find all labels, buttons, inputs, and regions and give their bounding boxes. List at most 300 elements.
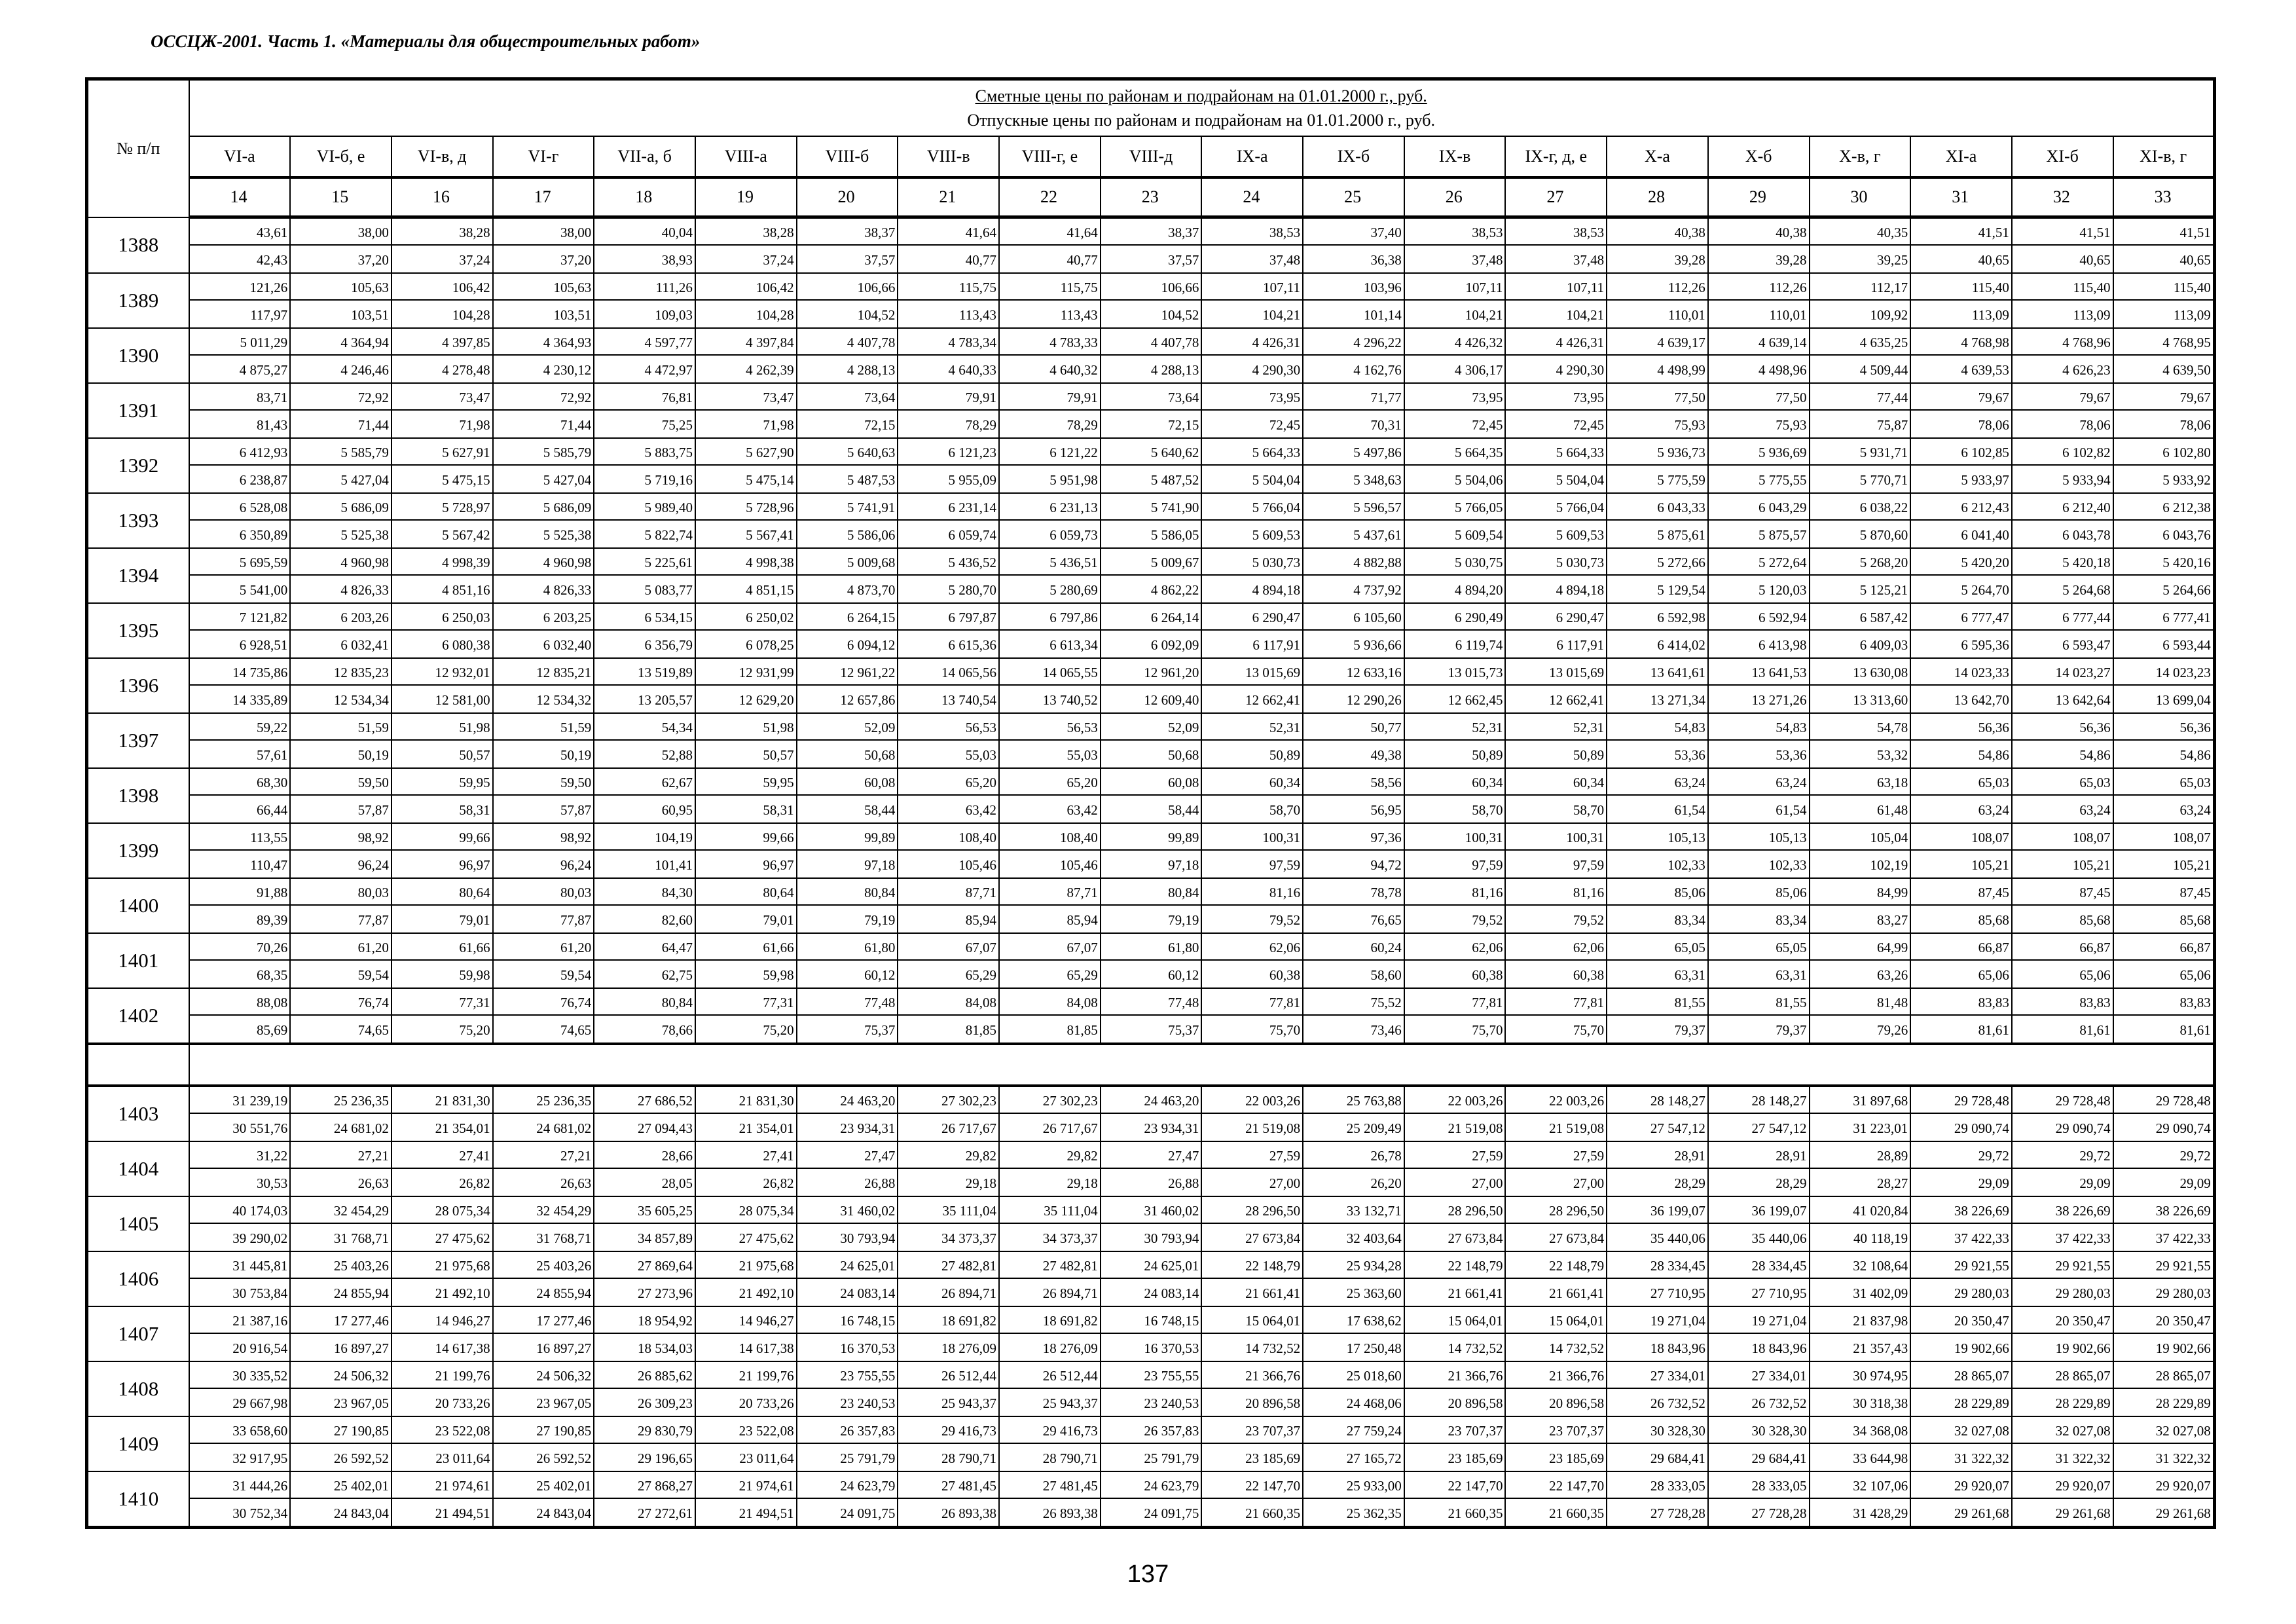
price-cell bbox=[2012, 603, 2113, 658]
estimated-price: 107,11 bbox=[1506, 274, 1606, 301]
release-price: 28 790,71 bbox=[1042, 1450, 1098, 1466]
price-cell bbox=[1505, 1251, 1607, 1306]
release-price: 58,70 bbox=[1472, 802, 1503, 818]
estimated-price: 30 335,52 bbox=[190, 1362, 290, 1389]
estimated-price: 81,16 bbox=[1405, 879, 1505, 906]
release-price: 24 681,02 bbox=[333, 1120, 389, 1136]
estimated-price: 60,34 bbox=[1405, 769, 1505, 796]
price-cell bbox=[2113, 768, 2215, 823]
price-cell bbox=[1708, 713, 1810, 768]
release-price: 4 509,44 bbox=[1859, 362, 1908, 378]
release-price: 4 290,30 bbox=[1556, 362, 1605, 378]
release-price: 27,00 bbox=[1472, 1175, 1503, 1191]
release-price: 26,88 bbox=[1168, 1175, 1199, 1191]
release-price: 34 373,37 bbox=[941, 1230, 996, 1246]
estimated-price: 99,66 bbox=[696, 824, 796, 851]
release-price: 6 041,40 bbox=[1961, 527, 2009, 543]
estimated-price: 27 481,45 bbox=[1000, 1472, 1100, 1499]
estimated-price: 27 482,81 bbox=[1000, 1252, 1100, 1279]
price-cell bbox=[594, 988, 695, 1044]
release-price: 27 728,28 bbox=[1751, 1505, 1807, 1521]
price-cell bbox=[1404, 1361, 1506, 1416]
release-price: 21 492,10 bbox=[738, 1285, 794, 1301]
estimated-price: 79,91 bbox=[1000, 384, 1100, 411]
price-cell bbox=[493, 1251, 594, 1306]
estimated-price: 24 506,32 bbox=[494, 1362, 594, 1389]
estimated-price: 5 009,68 bbox=[797, 549, 898, 576]
estimated-price: 29 728,48 bbox=[1911, 1087, 2011, 1114]
release-price: 23 185,69 bbox=[1245, 1450, 1301, 1466]
price-cell bbox=[695, 1471, 797, 1528]
release-price: 23 967,05 bbox=[333, 1395, 389, 1411]
release-price: 79,26 bbox=[1876, 1022, 1908, 1038]
estimated-price: 62,06 bbox=[1202, 934, 1302, 961]
price-cell bbox=[1708, 933, 1810, 988]
estimated-price: 27 190,85 bbox=[291, 1417, 391, 1444]
estimated-price: 31 445,81 bbox=[190, 1252, 290, 1279]
estimated-price: 5 225,61 bbox=[594, 549, 695, 576]
estimated-price: 38,28 bbox=[392, 219, 492, 246]
release-price: 6 356,79 bbox=[644, 637, 693, 653]
table-row bbox=[87, 1471, 2215, 1528]
release-price: 6 615,36 bbox=[948, 637, 996, 653]
price-cell bbox=[797, 1141, 898, 1196]
estimated-price: 65,03 bbox=[2013, 769, 2113, 796]
price-cell bbox=[1810, 1416, 1911, 1471]
release-price: 6 078,25 bbox=[746, 637, 794, 653]
release-price: 58,31 bbox=[459, 802, 490, 818]
estimated-price: 81,55 bbox=[1607, 989, 1707, 1016]
column-index-cell: 19 bbox=[695, 177, 797, 217]
estimated-price: 24 506,32 bbox=[291, 1362, 391, 1389]
region-header-cell: VI-б, е bbox=[290, 136, 392, 177]
price-cell bbox=[1910, 1306, 2012, 1361]
estimated-price: 81,48 bbox=[1810, 989, 1910, 1016]
release-price: 60,12 bbox=[864, 967, 896, 983]
estimated-price: 28 296,50 bbox=[1202, 1197, 1302, 1224]
estimated-price: 28 865,07 bbox=[2013, 1362, 2113, 1389]
release-price: 71,44 bbox=[357, 417, 389, 433]
release-price: 60,95 bbox=[661, 802, 693, 818]
estimated-price: 21 975,68 bbox=[696, 1252, 796, 1279]
release-price: 57,87 bbox=[560, 802, 592, 818]
price-cell bbox=[999, 548, 1101, 603]
table-row bbox=[87, 328, 2215, 383]
release-price: 79,37 bbox=[1674, 1022, 1705, 1038]
release-price: 5 264,68 bbox=[2062, 582, 2111, 598]
release-price: 5 933,92 bbox=[2162, 472, 2211, 488]
price-cell bbox=[189, 1086, 291, 1141]
estimated-price: 105,63 bbox=[494, 274, 594, 301]
release-price: 5 586,06 bbox=[847, 527, 896, 543]
estimated-price: 29 921,55 bbox=[1911, 1252, 2011, 1279]
price-cell bbox=[2012, 658, 2113, 713]
estimated-price: 22 003,26 bbox=[1202, 1087, 1302, 1114]
price-cell bbox=[594, 1141, 695, 1196]
release-price: 97,18 bbox=[864, 857, 896, 873]
price-cell bbox=[189, 1416, 291, 1471]
price-cell bbox=[2012, 217, 2113, 274]
release-price: 110,01 bbox=[1667, 307, 1705, 323]
release-price: 113,43 bbox=[959, 307, 996, 323]
price-cell bbox=[1201, 1196, 1303, 1251]
release-price: 5 933,94 bbox=[2062, 472, 2111, 488]
price-cell bbox=[999, 713, 1101, 768]
price-cell bbox=[1708, 1471, 1810, 1528]
release-price: 74,65 bbox=[560, 1022, 592, 1038]
release-price: 30 318,38 bbox=[1853, 1395, 1908, 1411]
release-price: 24 855,94 bbox=[333, 1285, 389, 1301]
estimated-price: 38 226,69 bbox=[2114, 1197, 2213, 1224]
estimated-price: 37,40 bbox=[1303, 219, 1404, 246]
release-price: 63,24 bbox=[1978, 802, 2009, 818]
estimated-price: 65,03 bbox=[2114, 769, 2213, 796]
release-price: 85,68 bbox=[2179, 912, 2211, 928]
release-price: 97,59 bbox=[1269, 857, 1301, 873]
price-cell bbox=[1910, 768, 2012, 823]
estimated-price: 29 728,48 bbox=[2114, 1087, 2213, 1114]
price-cell bbox=[1810, 933, 1911, 988]
estimated-price: 61,66 bbox=[696, 934, 796, 961]
estimated-price: 80,84 bbox=[1101, 879, 1201, 906]
estimated-price: 108,07 bbox=[1911, 824, 2011, 851]
release-price: 37,20 bbox=[357, 252, 389, 268]
table-row bbox=[87, 217, 2215, 274]
price-cell bbox=[1607, 1416, 1708, 1471]
price-cell bbox=[2113, 217, 2215, 274]
estimated-price: 28 075,34 bbox=[392, 1197, 492, 1224]
estimated-price: 12 961,22 bbox=[797, 659, 898, 686]
price-cell bbox=[1810, 823, 1911, 878]
release-price: 6 094,12 bbox=[847, 637, 896, 653]
row-number: 1393 bbox=[87, 493, 189, 548]
estimated-price: 5 741,91 bbox=[797, 494, 898, 521]
price-cell bbox=[1708, 273, 1810, 328]
release-price: 72,15 bbox=[1168, 417, 1199, 433]
estimated-price: 105,13 bbox=[1709, 824, 1809, 851]
release-price: 13 699,04 bbox=[2155, 692, 2211, 708]
price-cell bbox=[290, 1196, 392, 1251]
region-header-cell: IX-в bbox=[1404, 136, 1506, 177]
release-price: 4 626,23 bbox=[2062, 362, 2111, 378]
table-row bbox=[87, 1196, 2215, 1251]
release-price: 105,46 bbox=[1059, 857, 1098, 873]
release-price: 31 322,32 bbox=[1954, 1450, 2009, 1466]
release-price: 81,61 bbox=[2079, 1022, 2111, 1038]
price-cell bbox=[2113, 658, 2215, 713]
price-cell bbox=[1708, 383, 1810, 438]
estimated-price: 28 333,05 bbox=[1607, 1472, 1707, 1499]
price-cell bbox=[898, 1086, 999, 1141]
price-cell bbox=[189, 1251, 291, 1306]
release-price: 13 642,64 bbox=[2055, 692, 2111, 708]
price-cell bbox=[1810, 273, 1911, 328]
release-price: 56,95 bbox=[1370, 802, 1402, 818]
release-price: 12 662,45 bbox=[1448, 692, 1503, 708]
price-cell bbox=[1303, 273, 1404, 328]
price-cell bbox=[999, 1086, 1101, 1141]
price-cell bbox=[493, 603, 594, 658]
estimated-price: 4 364,93 bbox=[494, 329, 594, 356]
release-price: 4 262,39 bbox=[746, 362, 794, 378]
release-price: 70,31 bbox=[1370, 417, 1402, 433]
release-price: 60,38 bbox=[1472, 967, 1503, 983]
price-cell bbox=[189, 438, 291, 493]
price-cell bbox=[695, 1306, 797, 1361]
release-price: 59,98 bbox=[763, 967, 794, 983]
estimated-price: 38 226,69 bbox=[1911, 1197, 2011, 1224]
estimated-price: 6 102,82 bbox=[2013, 439, 2113, 466]
release-price: 5 567,41 bbox=[746, 527, 794, 543]
price-cell bbox=[797, 933, 898, 988]
release-price: 29 261,68 bbox=[1954, 1505, 2009, 1521]
estimated-price: 22 147,70 bbox=[1506, 1472, 1606, 1499]
estimated-price: 6 264,15 bbox=[797, 604, 898, 631]
release-price: 4 826,33 bbox=[543, 582, 592, 598]
release-price: 27 710,95 bbox=[1751, 1285, 1807, 1301]
release-price: 50,57 bbox=[763, 747, 794, 763]
release-price: 79,01 bbox=[763, 912, 794, 928]
price-cell bbox=[290, 933, 392, 988]
price-cell bbox=[2012, 273, 2113, 328]
price-cell bbox=[594, 658, 695, 713]
estimated-price: 4 407,78 bbox=[797, 329, 898, 356]
estimated-price: 65,20 bbox=[1000, 769, 1100, 796]
price-cell bbox=[1404, 1086, 1506, 1141]
estimated-price: 66,87 bbox=[2013, 934, 2113, 961]
price-cell bbox=[594, 438, 695, 493]
release-price: 29 090,74 bbox=[1954, 1120, 2009, 1136]
estimated-price: 25 403,26 bbox=[494, 1252, 594, 1279]
price-cell bbox=[1505, 823, 1607, 878]
price-cell bbox=[1101, 383, 1202, 438]
price-cell bbox=[1101, 438, 1202, 493]
release-price: 102,19 bbox=[1870, 857, 1908, 873]
estimated-price: 38,00 bbox=[494, 219, 594, 246]
region-header-cell: IX-б bbox=[1303, 136, 1404, 177]
estimated-price: 25 934,28 bbox=[1303, 1252, 1404, 1279]
estimated-price: 105,04 bbox=[1810, 824, 1910, 851]
estimated-price: 52,09 bbox=[1101, 714, 1201, 741]
price-cell bbox=[2113, 823, 2215, 878]
estimated-price: 28 865,07 bbox=[2114, 1362, 2213, 1389]
release-price: 29 261,68 bbox=[2055, 1505, 2111, 1521]
release-price: 33 644,98 bbox=[1853, 1450, 1908, 1466]
estimated-price: 63,24 bbox=[1709, 769, 1809, 796]
price-cell bbox=[493, 768, 594, 823]
price-cell bbox=[1404, 1416, 1506, 1471]
release-price: 104,28 bbox=[452, 307, 490, 323]
price-cell bbox=[999, 438, 1101, 493]
release-price: 75,70 bbox=[1269, 1022, 1301, 1038]
release-price: 29,09 bbox=[2079, 1175, 2111, 1191]
estimated-price: 83,71 bbox=[190, 384, 290, 411]
release-price: 37,24 bbox=[459, 252, 490, 268]
price-cell bbox=[189, 933, 291, 988]
estimated-price: 41,51 bbox=[2013, 219, 2113, 246]
release-price: 85,68 bbox=[2079, 912, 2111, 928]
release-price: 37 422,33 bbox=[1954, 1230, 2009, 1246]
estimated-price: 87,45 bbox=[2013, 879, 2113, 906]
estimated-price: 62,06 bbox=[1506, 934, 1606, 961]
release-price: 25 943,37 bbox=[941, 1395, 996, 1411]
region-header-cell: IX-а bbox=[1201, 136, 1303, 177]
release-price: 78,06 bbox=[2079, 417, 2111, 433]
release-price: 26,82 bbox=[459, 1175, 490, 1191]
price-cell bbox=[189, 273, 291, 328]
release-price: 27 673,84 bbox=[1448, 1230, 1503, 1246]
estimated-price: 103,96 bbox=[1303, 274, 1404, 301]
price-cell bbox=[1303, 1141, 1404, 1196]
release-price: 75,93 bbox=[1776, 417, 1807, 433]
release-price: 25 943,37 bbox=[1042, 1395, 1098, 1411]
price-cell bbox=[1404, 713, 1506, 768]
release-price: 37 422,33 bbox=[2055, 1230, 2111, 1246]
price-cell bbox=[290, 328, 392, 383]
release-price: 4 862,22 bbox=[1150, 582, 1199, 598]
price-cell bbox=[2012, 1416, 2113, 1471]
release-price: 71,98 bbox=[459, 417, 490, 433]
estimated-price: 21 974,61 bbox=[696, 1472, 796, 1499]
release-price: 59,54 bbox=[357, 967, 389, 983]
release-price: 29 280,03 bbox=[2055, 1285, 2111, 1301]
row-number: 1407 bbox=[87, 1306, 189, 1361]
release-price: 6 043,76 bbox=[2162, 527, 2211, 543]
price-cell bbox=[1910, 1416, 2012, 1471]
release-price: 4 162,76 bbox=[1353, 362, 1402, 378]
release-price: 13 740,52 bbox=[1042, 692, 1098, 708]
price-cell bbox=[493, 438, 594, 493]
column-index-cell: 31 bbox=[1910, 177, 2012, 217]
price-cell bbox=[1505, 1086, 1607, 1141]
price-cell bbox=[1708, 1251, 1810, 1306]
estimated-price: 5 695,59 bbox=[190, 549, 290, 576]
estimated-price: 115,40 bbox=[2114, 274, 2213, 301]
release-price: 31 322,32 bbox=[2155, 1450, 2211, 1466]
estimated-price: 6 528,08 bbox=[190, 494, 290, 521]
estimated-price: 28 865,07 bbox=[1911, 1362, 2011, 1389]
estimated-price: 77,81 bbox=[1506, 989, 1606, 1016]
release-price: 105,21 bbox=[1971, 857, 2009, 873]
release-price: 79,37 bbox=[1776, 1022, 1807, 1038]
price-cell bbox=[898, 823, 999, 878]
table-row bbox=[87, 988, 2215, 1044]
price-cell bbox=[898, 878, 999, 933]
estimated-price: 38 226,69 bbox=[2013, 1197, 2113, 1224]
price-cell bbox=[1910, 328, 2012, 383]
release-price: 26,20 bbox=[1370, 1175, 1402, 1191]
price-cell bbox=[594, 548, 695, 603]
release-price: 58,70 bbox=[1573, 802, 1605, 818]
table-row bbox=[87, 713, 2215, 768]
estimated-price: 56,36 bbox=[2013, 714, 2113, 741]
estimated-price: 28,66 bbox=[594, 1142, 695, 1169]
release-price: 103,51 bbox=[553, 307, 592, 323]
estimated-price: 33 132,71 bbox=[1303, 1197, 1404, 1224]
estimated-price: 91,88 bbox=[190, 879, 290, 906]
price-cell bbox=[999, 217, 1101, 274]
release-price: 24 083,14 bbox=[840, 1285, 896, 1301]
release-price: 13 740,54 bbox=[941, 692, 996, 708]
price-cell bbox=[290, 768, 392, 823]
price-cell bbox=[2113, 328, 2215, 383]
estimated-price: 87,45 bbox=[1911, 879, 2011, 906]
estimated-price: 28 333,05 bbox=[1709, 1472, 1809, 1499]
price-cell bbox=[1910, 988, 2012, 1044]
release-price: 21 357,43 bbox=[1853, 1340, 1908, 1356]
price-cell bbox=[797, 1416, 898, 1471]
release-price: 26 309,23 bbox=[637, 1395, 693, 1411]
release-price: 55,03 bbox=[1066, 747, 1098, 763]
estimated-price: 6 212,43 bbox=[1911, 494, 2011, 521]
estimated-price: 32 454,29 bbox=[291, 1197, 391, 1224]
estimated-price: 63,24 bbox=[1607, 769, 1707, 796]
estimated-price: 17 277,46 bbox=[291, 1307, 391, 1334]
price-cell bbox=[695, 1196, 797, 1251]
estimated-price: 38,37 bbox=[1101, 219, 1201, 246]
price-cell bbox=[797, 713, 898, 768]
price-cell bbox=[392, 493, 493, 548]
estimated-price: 5 011,29 bbox=[190, 329, 290, 356]
estimated-price: 19 271,04 bbox=[1607, 1307, 1707, 1334]
estimated-price: 6 212,38 bbox=[2114, 494, 2213, 521]
price-cell bbox=[695, 273, 797, 328]
price-cell bbox=[1708, 823, 1810, 878]
price-cell bbox=[1101, 713, 1202, 768]
table-row bbox=[87, 1086, 2215, 1141]
release-price: 32 403,64 bbox=[1346, 1230, 1402, 1246]
price-cell bbox=[1810, 328, 1911, 383]
price-cell bbox=[898, 493, 999, 548]
estimated-price: 28,91 bbox=[1709, 1142, 1809, 1169]
estimated-price: 29 920,07 bbox=[2114, 1472, 2213, 1499]
estimated-price: 23 707,37 bbox=[1506, 1417, 1606, 1444]
price-cell bbox=[695, 933, 797, 988]
estimated-price: 27,47 bbox=[1101, 1142, 1201, 1169]
release-price: 21 661,41 bbox=[1245, 1285, 1301, 1301]
release-price: 6 413,98 bbox=[1758, 637, 1807, 653]
estimated-price: 100,31 bbox=[1405, 824, 1505, 851]
estimated-price: 22 147,70 bbox=[1405, 1472, 1505, 1499]
release-price: 110,47 bbox=[250, 857, 288, 873]
estimated-price: 28 148,27 bbox=[1607, 1087, 1707, 1114]
estimated-price: 105,13 bbox=[1607, 824, 1707, 851]
price-cell bbox=[1303, 328, 1404, 383]
price-cell bbox=[797, 658, 898, 713]
release-price: 63,26 bbox=[1876, 967, 1908, 983]
estimated-price: 73,64 bbox=[1101, 384, 1201, 411]
price-cell bbox=[290, 1471, 392, 1528]
price-cell bbox=[2113, 713, 2215, 768]
estimated-price: 5 497,86 bbox=[1303, 439, 1404, 466]
price-cell bbox=[1607, 273, 1708, 328]
release-price: 16 370,53 bbox=[840, 1340, 896, 1356]
price-cell bbox=[1303, 658, 1404, 713]
estimated-price: 5 936,73 bbox=[1607, 439, 1707, 466]
release-price: 104,21 bbox=[1566, 307, 1605, 323]
release-price: 27 165,72 bbox=[1346, 1450, 1402, 1466]
release-price: 5 609,54 bbox=[1454, 527, 1503, 543]
estimated-price: 6 777,41 bbox=[2114, 604, 2213, 631]
estimated-price: 5 009,67 bbox=[1101, 549, 1201, 576]
price-cell bbox=[1404, 768, 1506, 823]
price-cell bbox=[1810, 768, 1911, 823]
price-cell bbox=[1303, 603, 1404, 658]
release-price: 42,43 bbox=[256, 252, 288, 268]
price-cell bbox=[1201, 1251, 1303, 1306]
release-price: 113,09 bbox=[2073, 307, 2111, 323]
estimated-price: 5 741,90 bbox=[1101, 494, 1201, 521]
